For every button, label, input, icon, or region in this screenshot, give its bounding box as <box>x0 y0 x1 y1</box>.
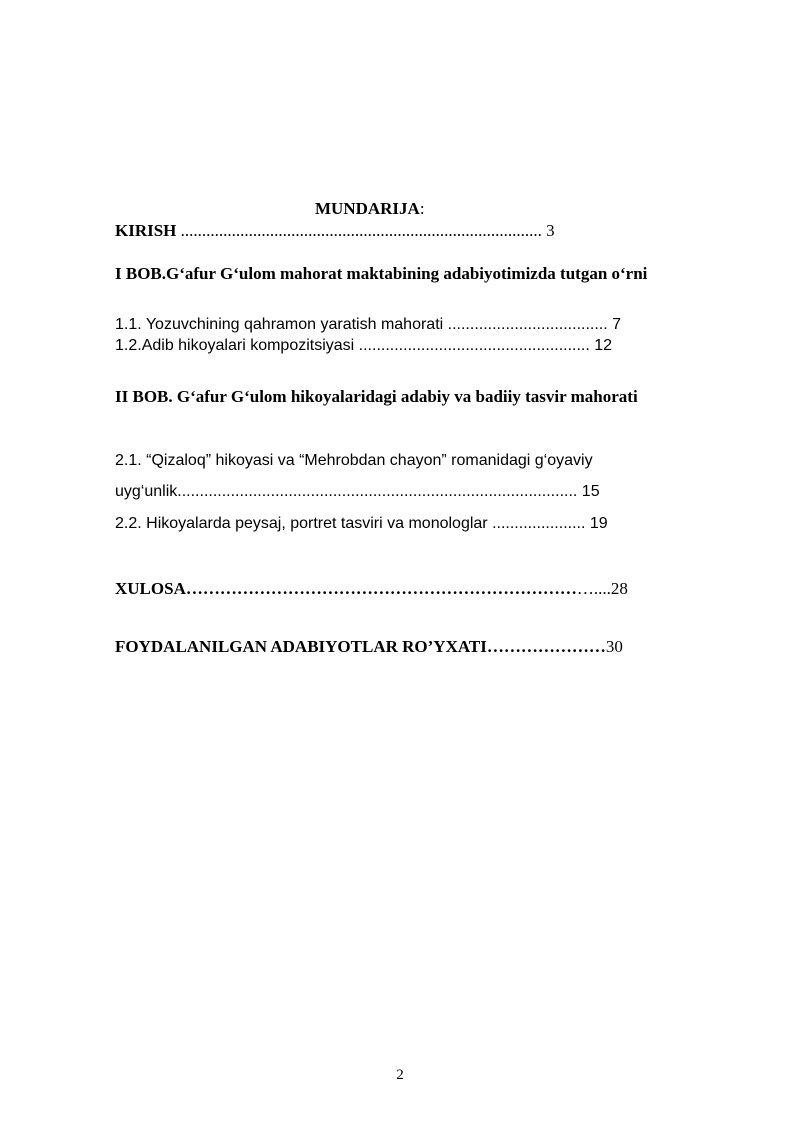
toc-entry-xulosa: XULOSA………………………………………………………………....28 <box>115 579 628 598</box>
toc-chapter-1-heading: I BOB.G‘afur G‘ulom mahorat maktabining adabiyotimizda tutgan o‘rni <box>115 264 648 283</box>
toc-entry-2-1-line-2: uyg‘unlik.......................................................................................... 15 <box>115 483 600 500</box>
toc-entry-kirish: KIRISH ..................................................................................... 3 <box>115 221 555 240</box>
toc-entry-references: FOYDALANILGAN ADABIYOTLAR RO’YXATI…………………30 <box>115 637 623 656</box>
page-number: 2 <box>396 1067 404 1083</box>
toc-chapter-2-heading: II BOB. G‘afur G‘ulom hikoyalaridagi adabiy va badiiy tasvir mahorati <box>115 387 638 406</box>
toc-entry-1-2: 1.2.Adib hikoyalari kompozitsiyasi .................................................... 12 <box>115 337 613 354</box>
toc-title <box>315 199 425 219</box>
toc-entry-2-2: 2.2. Hikoyalarda peysaj, portret tasviri va monologlar ..................... 19 <box>115 515 608 532</box>
toc-entry-1-1: 1.1. Yozuvchining qahramon yaratish mahorati .................................... 7 <box>115 316 622 333</box>
toc-entry-2-1-line-1: 2.1. “Qizaloq” hikoyasi va “Mehrobdan chayon” romanidagi g‘oyaviy <box>115 452 593 469</box>
toc-title-text: MUNDARIJA <box>315 199 420 218</box>
toc-title-colon: : <box>419 199 425 218</box>
